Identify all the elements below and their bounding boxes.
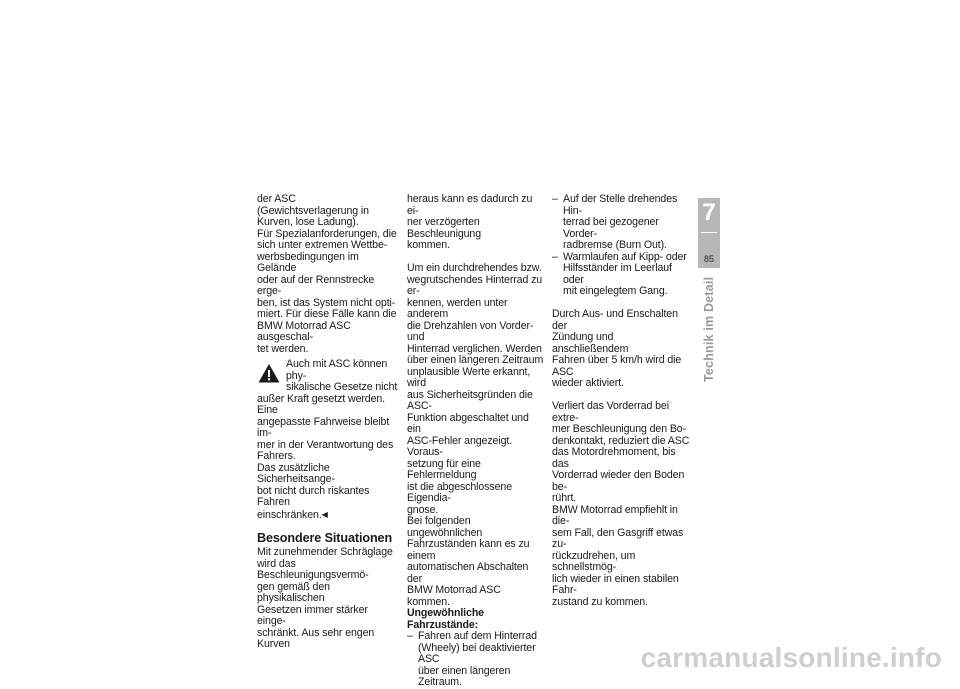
text-line: Mit zunehmender Schräglage [257,546,393,558]
paragraph [552,401,690,608]
intro-paragraph [257,194,399,355]
text-line: ist die abgeschlossene Eigendia- [407,480,512,504]
text-line: aus Sicherheitsgründen die ASC- [407,388,533,412]
text-line: BMW Motorrad empfiehlt in die- [552,503,678,527]
text-line: BMW Motorrad ASC kommen. [407,584,501,608]
text-line: lich wieder in einen stabilen Fahr- [552,572,679,596]
text-line: mer Beschleunigung den Bo- [552,423,687,435]
chapter-tab [698,198,720,268]
text-line: Vorderrad wieder den Boden be- [552,469,685,493]
text-line: zustand zu kommen. [552,595,648,608]
text-line: gen gemäß den physikalischen [257,580,330,604]
chapter-divider [701,232,717,233]
text-line: rührt. [552,492,577,504]
list-item [407,631,544,689]
text-line: Auch mit ASC können phy- [286,358,388,382]
text-line: angepasste Fahrweise bleibt im- [257,415,390,439]
chapter-title: Technik im Detail [702,276,716,382]
text-fragment: einschränken. [257,508,322,521]
text-line: schränkt. Aus sehr engen Kurven [257,626,375,650]
watermark: carmanualsonline.info [640,642,942,673]
text-line: kommen. [407,239,450,251]
text-line: Fahren über 5 km/h wird die ASC [552,354,682,378]
text-line: Zündung und anschließendem [552,331,629,355]
text-column-2 [407,194,544,689]
text-line: über einen längeren Zeitraum. [418,664,511,688]
text-line: ASC-Fehler angezeigt. Voraus- [407,434,513,458]
section-heading: Besondere Situationen [257,531,393,545]
dash-bullet: – [552,193,558,205]
text-line: Fahrzuständen kann es zu einem [407,538,530,562]
text-line: radbremse (Burn Out). [563,239,667,251]
text-line: wegrutschendes Hinterrad zu er- [407,273,543,297]
text-line: tet werden. [257,342,309,355]
text-line: sich unter extremen Wettbe- [257,239,388,251]
text-line: automatischen Abschalten der [407,561,529,585]
text-line: das Motordrehmoment, bis das [552,446,676,470]
text-line: wird das Beschleunigungsvermö- [257,557,369,581]
text-line: rückzudrehen, um schnellstmög- [552,549,636,573]
text-line: (Wheely) bei deaktivierter ASC [418,641,536,665]
text-line: Funktion abgeschaltet und ein [407,411,529,435]
text-line: Gesetzen immer stärker einge- [257,603,368,627]
text-line: gnose. [407,503,439,516]
text-line: Fahrers. [257,450,296,462]
text-line [257,509,399,522]
text-line: Für Spezialanforderungen, die [257,227,397,240]
text-line: mer in der Verantwortung des [257,438,394,451]
text-line: mit eingelegtem Gang. [563,285,668,297]
text-line: sem Fall, den Gasgriff etwas zu- [552,526,684,550]
paragraph [407,194,544,252]
text-line: ben, ist das System nicht opti- [257,296,396,309]
text-line: außer Kraft gesetzt werden. Eine [257,392,386,416]
list-item [552,252,690,298]
text-column-3 [552,194,690,608]
text-line: Auf der Stelle drehendes Hin- [563,193,678,217]
dash-bullet: – [552,250,558,263]
text-line: oder auf der Rennstrecke erge- [257,273,375,297]
subheading [407,608,544,631]
warning-triangle-icon [257,362,281,384]
text-line: Durch Aus- und Enschalten der [552,308,678,332]
text-line: bot nicht durch riskantes Fahren [257,484,370,508]
text-line: werbsbedingungen im Gelände [257,250,359,274]
list-item [552,194,690,252]
text-line: terrad bei gezogener Vorder- [563,216,659,240]
subheading-line: Fahrzustände: [407,618,479,631]
text-line: miert. Für diese Fälle kann die [257,308,397,320]
text-line: wieder aktiviert. [552,377,624,389]
text-line: denkontakt, reduziert die ASC [552,434,690,447]
text-line: der ASC (Gewichtsverlagerung in [257,193,369,217]
text-column-1 [257,194,399,651]
text-line: sikalische Gesetze nicht [286,381,398,393]
chapter-number: 7 [702,199,716,226]
warning-note [257,359,399,521]
text-line: Fahren auf dem Hinterrad [418,630,537,642]
text-line: die Drehzahlen von Vorder- und [407,319,534,343]
text-line: Hinterrad verglichen. Werden [407,342,542,355]
paragraph [552,309,690,390]
text-line: Bei folgenden ungewöhnlichen [407,515,483,539]
text-line: Kurven, lose Ladung). [257,216,359,228]
end-mark-icon: ◀ [321,509,328,519]
text-line: BMW Motorrad ASC ausgeschal- [257,319,351,343]
text-line: unplausible Werte erkannt, wird [407,365,531,389]
subheading-line: Ungewöhnliche [407,607,484,619]
text-line: setzung für eine Fehlermeldung [407,457,481,481]
text-line: über einen längeren Zeitraum [407,354,544,366]
text-line: kennen, werden unter anderem [407,296,508,320]
text-line: Verliert das Vorderrad bei extre- [552,400,669,424]
section-paragraph [257,547,399,651]
dash-bullet: – [407,630,413,642]
text-line: Um ein durchdrehendes bzw. [407,262,542,274]
text-line: Warmlaufen auf Kipp- oder [563,250,687,263]
text-line: Das zusätzliche Sicherheitsange- [257,461,335,485]
paragraph [407,263,544,608]
text-line: heraus kann es dadurch zu ei- [407,193,533,217]
text-line: Hilfsständer im Leerlauf oder [563,262,672,286]
page-number: 85 [703,254,714,264]
text-line: ner verzögerten Beschleunigung [407,216,481,240]
